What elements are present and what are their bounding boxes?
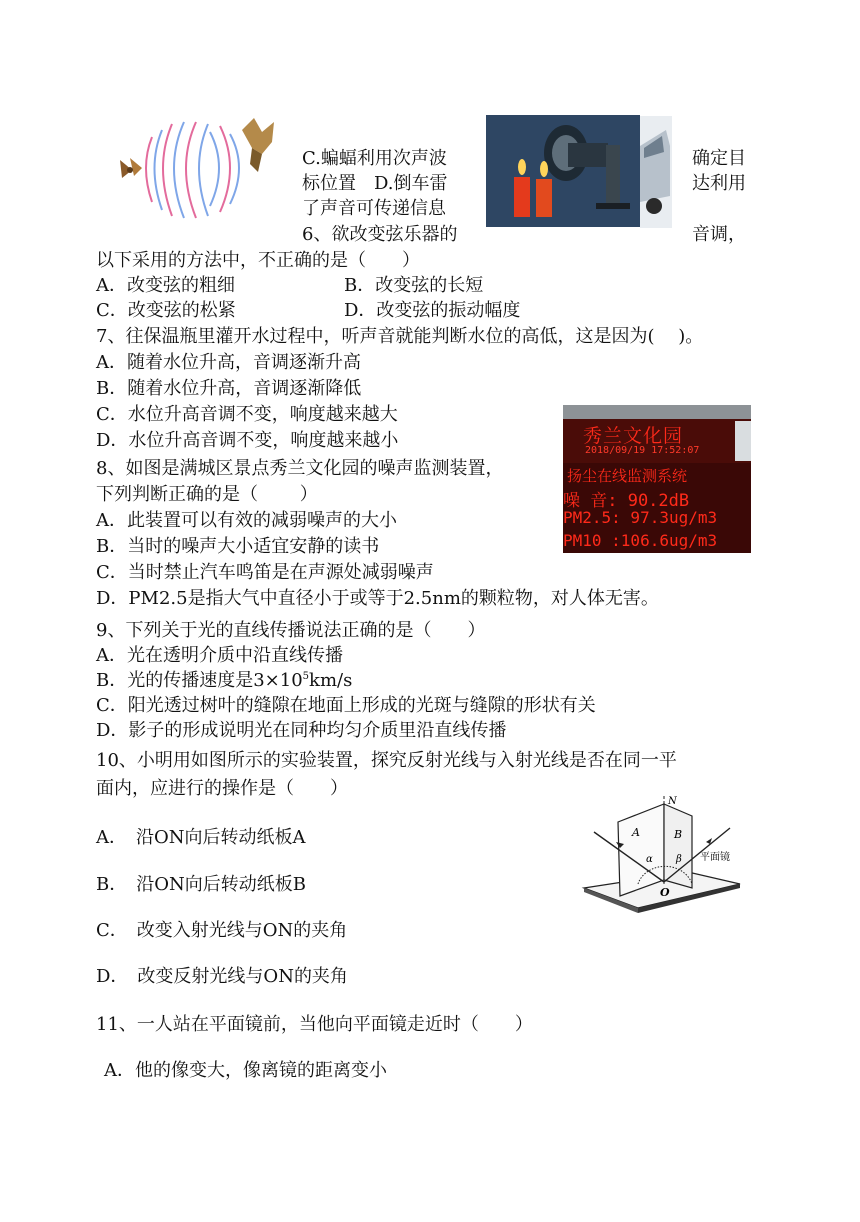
candle-speaker-photo [486, 115, 640, 227]
q8-option-d: D．PM2.5是指大气中直径小于或等于2.5nm的颗粒物，对人体无害。 [96, 588, 659, 609]
q8-stem-line2: 下列判断正确的是（ ） [96, 484, 318, 505]
display-line3: PM2.5: 97.3ug/m3 [563, 508, 718, 527]
bat-icon [242, 118, 274, 172]
figure-label-beta: β [676, 854, 682, 865]
bat-echolocation-figure [112, 112, 282, 222]
q5-line3: 了声音可传递信息 [302, 198, 446, 219]
q10-option-c: C． 改变入射光线与ON的夹角 [96, 920, 348, 941]
display-frame-top [563, 405, 751, 419]
q5-line2-left: 标位置 D.倒车雷 [302, 173, 448, 194]
q10-option-b: B． 沿ON向后转动纸板B [96, 874, 306, 895]
q11-option-a: A．他的像变大，像离镜的距离变小 [104, 1060, 387, 1081]
q6-stem: 以下采用的方法中，不正确的是（ ） [96, 250, 420, 271]
q5-line1-right: 确定目 [692, 148, 746, 169]
q8-stem-line1: 8、如图是满城区景点秀兰文化园的噪声监测装置， [96, 458, 504, 479]
q7-option-b: B．随着水位升高，音调逐渐降低 [96, 378, 362, 399]
q6-option-c: C．改变弦的松紧 [96, 300, 236, 321]
q8-option-b: B．当时的噪声大小适宜安静的读书 [96, 536, 380, 557]
q6-option-b: B．改变弦的长短 [344, 275, 484, 296]
figure-label-B: B [674, 828, 683, 841]
q9-option-c: C．阳光透过树叶的缝隙在地面上形成的光斑与缝隙的形状有关 [96, 695, 596, 716]
q6-line1-left: 6、欲改变弦乐器的 [302, 224, 458, 245]
q7-stem: 7、往保温瓶里灌开水过程中，听声音就能判断水位的高低，这是因为( )。 [96, 326, 704, 347]
q6-option-a: A．改变弦的粗细 [96, 275, 235, 296]
display-line4: PM10 :106.6ug/m3 [563, 531, 718, 550]
q6-line1-right: 音调， [692, 224, 746, 245]
q5-line2-right: 达利用 [692, 173, 746, 194]
q11-stem: 11、一人站在平面镜前，当他向平面镜走近时（ ） [96, 1014, 533, 1035]
q8-option-a: A．此装置可以有效的减弱噪声的大小 [96, 510, 397, 531]
q9-option-b-unit: km/s [309, 670, 353, 691]
q9-option-a: A．光在透明介质中沿直线传播 [96, 645, 343, 666]
q10-stem-line1: 10、小明用如图所示的实验装置，探究反射光线与入射光线是否在同一平 [96, 750, 677, 771]
q8-option-c: C．当时禁止汽车鸣笛是在声源处减弱噪声 [96, 562, 434, 583]
q10-stem-line2: 面内，应进行的操作是（ ） [96, 778, 348, 799]
q9-option-b [96, 668, 352, 693]
display-line1: 扬尘在线监测系统 [567, 467, 688, 485]
q5-line1-left: C.蝙蝠利用次声波 [302, 148, 447, 169]
q9-stem: 9、下列关于光的直线传播说法正确的是（ ） [96, 620, 486, 641]
display-datetime: 2018/09/19 17:52:07 [585, 445, 700, 456]
car-photo [640, 116, 672, 228]
figure-label-N: N [668, 796, 677, 807]
reflection-experiment-figure [580, 792, 750, 914]
q6-option-d: D．改变弦的振动幅度 [344, 300, 521, 321]
display-line2: 噪 音: 90.2dB [563, 491, 690, 511]
q10-option-d: D． 改变反射光线与ON的夹角 [96, 966, 348, 987]
figure-label-alpha: α [646, 854, 653, 865]
display-title: 秀兰文化园 [583, 425, 684, 447]
figure-label-A: A [632, 826, 640, 839]
q9-option-b-exponent: 5 [302, 671, 310, 682]
q9-option-d: D．影子的形成说明光在同种均匀介质里沿直线传播 [96, 720, 507, 741]
noise-monitor-display [563, 405, 751, 553]
figure-label-O: O [660, 886, 670, 899]
display-edge [735, 421, 751, 461]
q10-option-a: A． 沿ON向后转动纸板A [96, 827, 306, 848]
q9-option-b-text: B．光的传播速度是3×10 [96, 670, 303, 691]
q7-option-d: D．水位升高音调不变，响度越来越小 [96, 430, 399, 451]
moth-icon [120, 158, 142, 178]
figure-label-mirror: 平面镜 [700, 852, 730, 863]
q7-option-c: C．水位升高音调不变，响度越来越大 [96, 404, 398, 425]
q7-option-a: A．随着水位升高，音调逐渐升高 [96, 352, 361, 373]
